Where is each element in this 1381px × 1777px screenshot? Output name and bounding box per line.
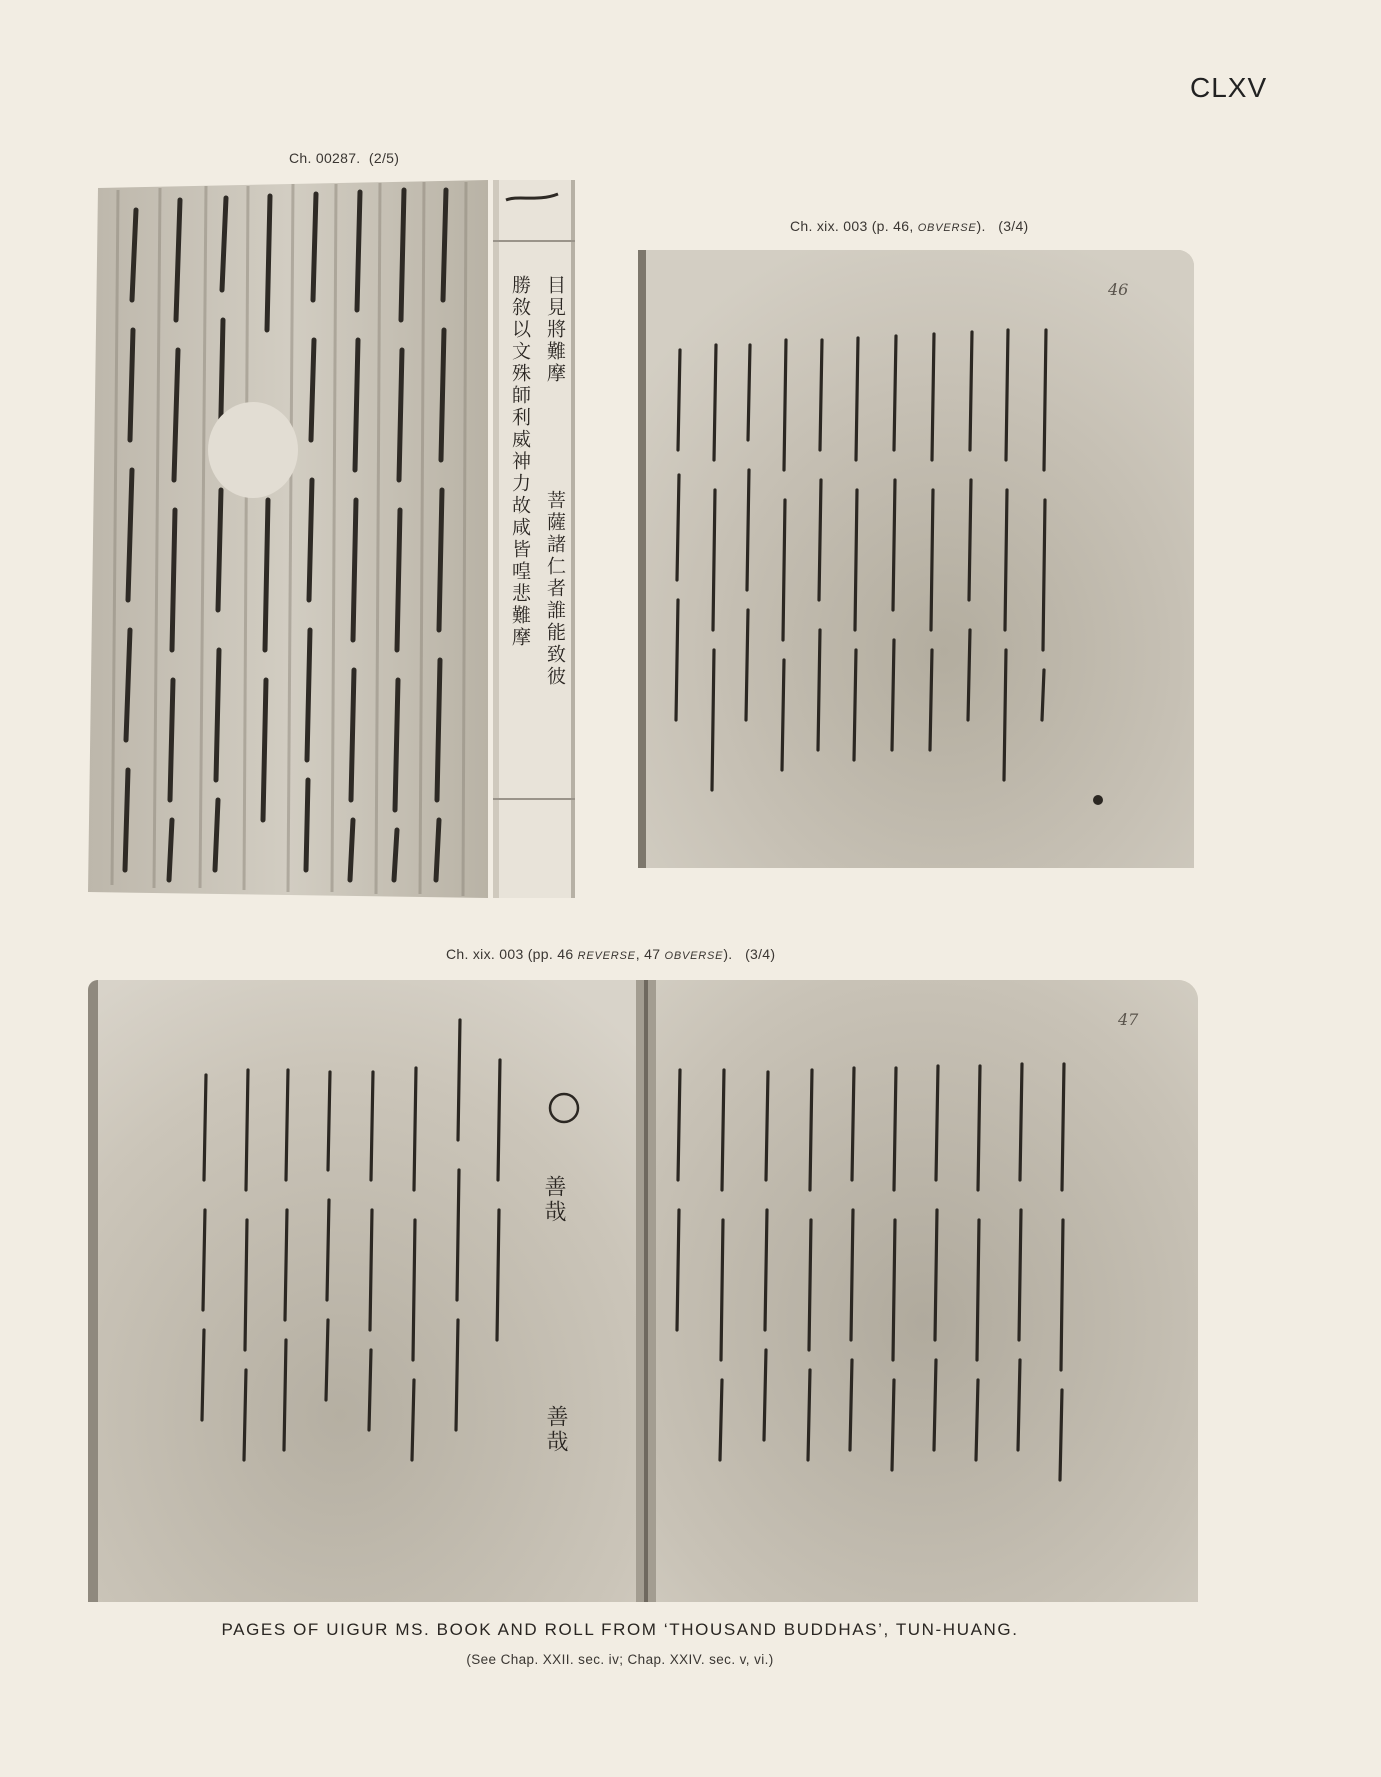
spread-caption-tail: ). — [723, 946, 733, 962]
roll-chinese-column-1: 目見將難摩 — [544, 275, 566, 385]
spread-caption-side1: REVERSE — [577, 950, 636, 962]
page46-caption-side: OBVERSE — [917, 222, 977, 234]
roll-caption-ref: Ch. 00287. — [289, 150, 361, 166]
spread-photograph — [88, 980, 1198, 1602]
page46-photograph — [638, 250, 1194, 868]
roll-caption — [289, 150, 399, 166]
page46-caption-ref: Ch. xix. 003 (p. 46, — [790, 218, 918, 234]
spread-caption-mid: , 47 — [635, 946, 665, 962]
spread-caption-side2: OBVERSE — [664, 950, 724, 962]
spread-image — [88, 980, 1198, 1602]
plate-subtitle: (See Chap. XXII. sec. iv; Chap. XXIV. sec. v, vi.) — [466, 1652, 774, 1667]
page46-caption — [790, 218, 1029, 234]
plate-number: CLXV — [1190, 72, 1268, 103]
spread-chinese-note-1: 善哉 — [541, 1175, 566, 1225]
plate-title: PAGES OF UIGUR MS. BOOK AND ROLL FROM ‘THOUSAND BUDDHAS’, TUN-HUANG. — [221, 1620, 1019, 1639]
spread-page-number: 47 — [1118, 1010, 1139, 1029]
page46-page-number: 46 — [1108, 280, 1129, 299]
roll-chinese-column-3: 勝敘以文殊師利威神力故咸皆喤悲難摩 — [509, 275, 531, 649]
spread-chinese-note-2: 善哉 — [543, 1405, 568, 1455]
roll-chinese-column-2: 菩薩諸仁者誰能致彼 — [544, 490, 566, 688]
roll-caption-scale: (2/5) — [368, 150, 400, 166]
page46-image — [638, 250, 1194, 868]
page46-caption-tail: ). — [976, 218, 986, 234]
spread-caption-scale: (3/4) — [745, 946, 776, 962]
page46-caption-scale: (3/4) — [998, 218, 1029, 234]
spread-caption — [446, 946, 775, 962]
spread-caption-ref: Ch. xix. 003 (pp. 46 — [446, 946, 578, 962]
